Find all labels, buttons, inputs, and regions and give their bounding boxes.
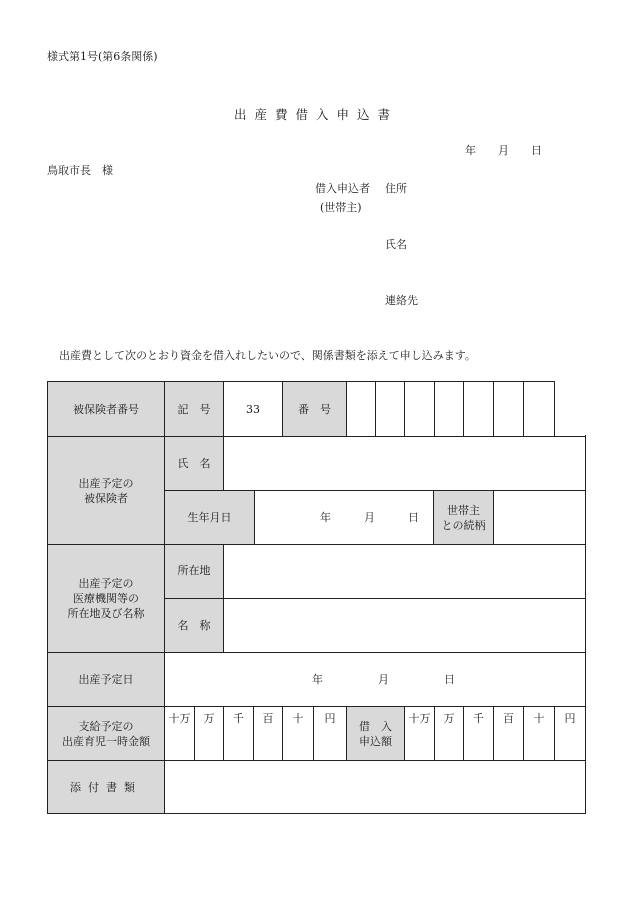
grant-digit-box[interactable]: 円 bbox=[313, 706, 346, 760]
grant-digit-box[interactable]: 千 bbox=[223, 706, 253, 760]
borrow-amount-label: 借 入 申込額 bbox=[346, 706, 404, 760]
addressee: 鳥取市長 様 bbox=[47, 164, 113, 177]
borrow-digit-box[interactable]: 万 bbox=[434, 706, 463, 760]
number-digit-box[interactable] bbox=[493, 381, 523, 436]
attachments-label: 添付書類 bbox=[47, 760, 164, 813]
insured-name-label: 氏 名 bbox=[164, 436, 223, 490]
facility-label: 出産予定の 医療機関等の 所在地及び名称 bbox=[47, 544, 164, 652]
date-line: 年 月 日 bbox=[465, 144, 542, 157]
applicant-sublabel: (世帯主) bbox=[320, 201, 362, 214]
borrow-digit-box[interactable]: 十万 bbox=[404, 706, 434, 760]
facility-name-field[interactable] bbox=[223, 598, 585, 652]
facility-location-field[interactable] bbox=[223, 544, 585, 598]
number-digit-box[interactable] bbox=[346, 381, 375, 436]
form-number: 様式第1号(第6条関係) bbox=[47, 50, 158, 63]
symbol-value[interactable]: 33 bbox=[223, 381, 282, 436]
grant-digit-box[interactable]: 百 bbox=[253, 706, 282, 760]
grant-digit-box[interactable]: 十 bbox=[282, 706, 313, 760]
number-digit-box[interactable] bbox=[375, 381, 404, 436]
symbol-label: 記 号 bbox=[164, 381, 223, 436]
birthdate-label: 生年月日 bbox=[164, 490, 254, 544]
number-digit-box[interactable] bbox=[523, 381, 554, 436]
relationship-label: 世帯主 との続柄 bbox=[433, 490, 493, 544]
borrow-digit-box[interactable]: 十 bbox=[523, 706, 554, 760]
borrow-digit-box[interactable]: 円 bbox=[554, 706, 585, 760]
number-digit-box[interactable] bbox=[463, 381, 493, 436]
number-label: 番 号 bbox=[282, 381, 346, 436]
expecting-insured-label: 出産予定の 被保険者 bbox=[47, 436, 164, 544]
insured-name-field[interactable] bbox=[223, 436, 585, 490]
form-title: 出産費借入申込書 bbox=[234, 107, 399, 122]
contact-label: 連絡先 bbox=[385, 294, 418, 307]
grant-digit-box[interactable]: 万 bbox=[194, 706, 223, 760]
borrow-digit-box[interactable]: 百 bbox=[493, 706, 523, 760]
facility-name-label: 名 称 bbox=[164, 598, 223, 652]
insured-number-label: 被保険者番号 bbox=[47, 381, 164, 436]
relationship-field[interactable] bbox=[493, 490, 585, 544]
grant-amount-label: 支給予定の 出産育児一時金額 bbox=[47, 706, 164, 760]
facility-location-label: 所在地 bbox=[164, 544, 223, 598]
applicant-label: 借入申込者 bbox=[315, 182, 370, 195]
number-digit-box[interactable] bbox=[434, 381, 463, 436]
attachments-field[interactable] bbox=[164, 760, 585, 813]
application-table bbox=[47, 381, 585, 813]
birthdate-field[interactable]: 年 月 日 bbox=[254, 490, 433, 544]
address-label: 住所 bbox=[385, 182, 407, 195]
borrow-digit-box[interactable]: 千 bbox=[463, 706, 493, 760]
grant-digit-box[interactable]: 十万 bbox=[164, 706, 194, 760]
name-label: 氏名 bbox=[385, 238, 407, 251]
due-date-field[interactable]: 年 月 日 bbox=[164, 652, 585, 706]
number-digit-box[interactable] bbox=[404, 381, 434, 436]
due-date-label: 出産予定日 bbox=[47, 652, 164, 706]
statement-text: 出産費として次のとおり資金を借入れしたいので、関係書類を添えて申し込みます。 bbox=[59, 349, 476, 362]
